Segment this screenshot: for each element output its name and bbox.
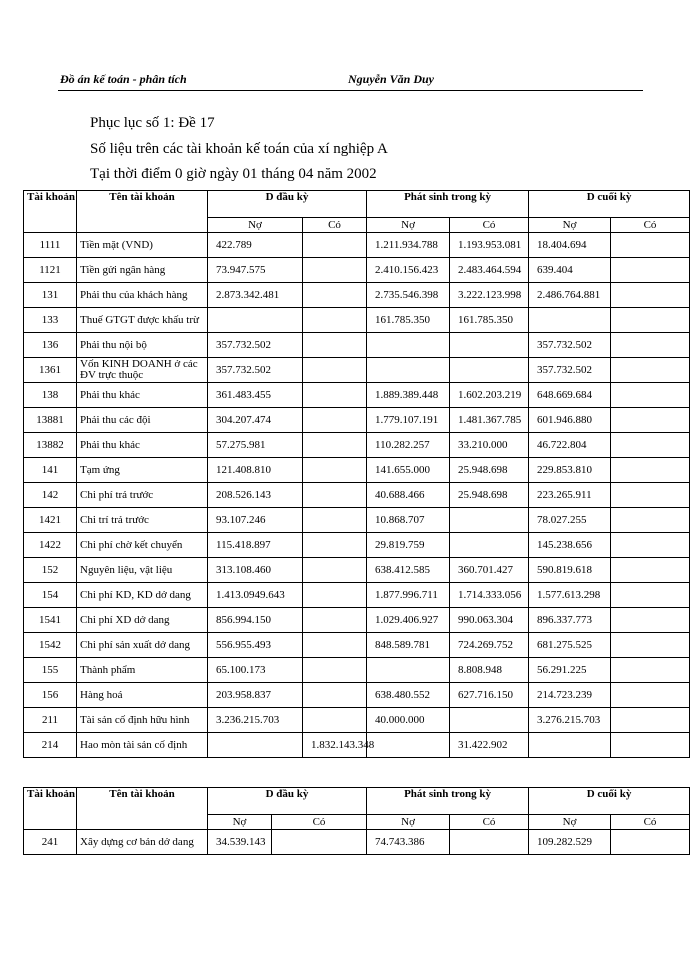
closing-credit xyxy=(611,533,690,558)
col-account-header: Tài khoản xyxy=(24,191,77,233)
opening-debit: 73.947.575 xyxy=(208,258,303,283)
account-name: Hao mòn tài sản cố định xyxy=(77,733,208,758)
period-debit: 1.029.406.927 xyxy=(367,608,450,633)
account-name: Chi phí trả trước xyxy=(77,483,208,508)
opening-debit: 93.107.246 xyxy=(208,508,303,533)
period-credit: 31.422.902 xyxy=(450,733,529,758)
table-row xyxy=(24,708,690,733)
account-code: 154 xyxy=(24,583,77,608)
table-row xyxy=(24,308,690,333)
account-code: 141 xyxy=(24,458,77,483)
closing-credit xyxy=(611,658,690,683)
col-opening-header: D đầu kỳ xyxy=(208,191,367,218)
closing-debit: 109.282.529 xyxy=(529,830,611,855)
col-account-header: Tài khoản xyxy=(24,788,77,830)
opening-credit-header: Có xyxy=(303,218,367,233)
table-row xyxy=(24,508,690,533)
account-code: 1542 xyxy=(24,633,77,658)
opening-debit: 65.100.173 xyxy=(208,658,303,683)
period-credit: 25.948.698 xyxy=(450,458,529,483)
opening-credit xyxy=(303,458,367,483)
table-row xyxy=(24,608,690,633)
opening-credit xyxy=(303,233,367,258)
closing-debit xyxy=(529,733,611,758)
closing-credit xyxy=(611,283,690,308)
closing-debit: 78.027.255 xyxy=(529,508,611,533)
account-code: 1121 xyxy=(24,258,77,283)
closing-credit xyxy=(611,633,690,658)
opening-credit xyxy=(303,533,367,558)
closing-debit: 590.819.618 xyxy=(529,558,611,583)
closing-credit xyxy=(611,433,690,458)
account-code: 13881 xyxy=(24,408,77,433)
account-name: Thuế GTGT được khấu trừ xyxy=(77,308,208,333)
account-code: 136 xyxy=(24,333,77,358)
header-author: Nguyễn Văn Duy xyxy=(348,72,435,86)
table-date: Tại thời điểm 0 giờ ngày 01 tháng 04 năm 2002 xyxy=(90,166,377,182)
page-header xyxy=(58,70,643,91)
opening-credit xyxy=(272,830,367,855)
account-name: Phải thu khác xyxy=(77,383,208,408)
period-credit-header: Có xyxy=(450,218,529,233)
appendix-title: Phục lục số 1: Đề 17 xyxy=(90,115,215,131)
closing-debit: 1.577.613.298 xyxy=(529,583,611,608)
account-code: 1361 xyxy=(24,358,77,383)
opening-debit: 357.732.502 xyxy=(208,358,303,383)
period-credit: 1.481.367.785 xyxy=(450,408,529,433)
period-debit: 1.877.996.711 xyxy=(367,583,450,608)
opening-credit xyxy=(303,508,367,533)
period-debit: 2.410.156.423 xyxy=(367,258,450,283)
closing-debit: 145.238.656 xyxy=(529,533,611,558)
opening-debit: 34.539.143 xyxy=(208,830,272,855)
account-name: Tạm ứng xyxy=(77,458,208,483)
table-row xyxy=(24,533,690,558)
period-debit xyxy=(367,358,450,383)
period-debit: 1.779.107.191 xyxy=(367,408,450,433)
period-credit: 25.948.698 xyxy=(450,483,529,508)
opening-debit: 361.483.455 xyxy=(208,383,303,408)
closing-debit: 601.946.880 xyxy=(529,408,611,433)
closing-debit: 357.732.502 xyxy=(529,358,611,383)
period-debit: 1.889.389.448 xyxy=(367,383,450,408)
closing-debit: 3.276.215.703 xyxy=(529,708,611,733)
account-name: Tiền mặt (VND) xyxy=(77,233,208,258)
opening-debit: 1.413.0949.643 xyxy=(208,583,303,608)
account-code: 1111 xyxy=(24,233,77,258)
opening-debit: 2.873.342.481 xyxy=(208,283,303,308)
period-credit: 1.714.333.056 xyxy=(450,583,529,608)
period-credit: 360.701.427 xyxy=(450,558,529,583)
account-name: Thành phẩm xyxy=(77,658,208,683)
table-row xyxy=(24,683,690,708)
opening-credit xyxy=(303,283,367,308)
opening-credit xyxy=(303,433,367,458)
closing-debit: 896.337.773 xyxy=(529,608,611,633)
period-credit xyxy=(450,708,529,733)
period-debit: 638.412.585 xyxy=(367,558,450,583)
opening-credit xyxy=(303,258,367,283)
table-row xyxy=(24,633,690,658)
opening-credit xyxy=(303,708,367,733)
opening-credit xyxy=(303,333,367,358)
opening-debit: 115.418.897 xyxy=(208,533,303,558)
account-code: 214 xyxy=(24,733,77,758)
account-code: 155 xyxy=(24,658,77,683)
period-credit: 161.785.350 xyxy=(450,308,529,333)
col-opening-header: D đầu kỳ xyxy=(208,788,367,815)
opening-debit-header: Nợ xyxy=(208,218,303,233)
col-closing-header: D cuối kỳ xyxy=(529,788,690,815)
opening-debit xyxy=(208,308,303,333)
closing-credit xyxy=(611,483,690,508)
closing-credit xyxy=(611,408,690,433)
col-name-header: Tên tài khoản xyxy=(77,788,208,830)
table-caption: Số liệu trên các tài khoản kế toán của xí nghiệp A xyxy=(90,141,388,157)
table-row xyxy=(24,483,690,508)
opening-debit: 422.789 xyxy=(208,233,303,258)
closing-credit xyxy=(611,558,690,583)
opening-credit xyxy=(303,308,367,333)
period-credit: 1.602.203.219 xyxy=(450,383,529,408)
period-debit: 10.868.707 xyxy=(367,508,450,533)
col-period-header: Phát sinh trong kỳ xyxy=(367,788,529,815)
closing-credit xyxy=(611,508,690,533)
account-code: 138 xyxy=(24,383,77,408)
closing-credit xyxy=(611,733,690,758)
table-row xyxy=(24,358,690,383)
accounts-table-continued xyxy=(23,787,690,855)
period-credit-header: Có xyxy=(450,815,529,830)
account-name: Chi trí trả trước xyxy=(77,508,208,533)
closing-credit xyxy=(611,233,690,258)
period-credit: 990.063.304 xyxy=(450,608,529,633)
account-code: 1421 xyxy=(24,508,77,533)
closing-debit: 681.275.525 xyxy=(529,633,611,658)
closing-debit: 357.732.502 xyxy=(529,333,611,358)
closing-debit: 639.404 xyxy=(529,258,611,283)
opening-credit xyxy=(303,683,367,708)
accounts-table-continued-body xyxy=(24,830,690,855)
opening-credit xyxy=(303,483,367,508)
account-name: Chi phí chờ kết chuyển xyxy=(77,533,208,558)
table-row xyxy=(24,583,690,608)
period-debit xyxy=(367,333,450,358)
period-credit xyxy=(450,358,529,383)
accounts-table-body xyxy=(24,233,690,758)
account-name: Tiền gửi ngân hàng xyxy=(77,258,208,283)
period-credit: 724.269.752 xyxy=(450,633,529,658)
opening-credit xyxy=(303,408,367,433)
accounts-table xyxy=(23,190,690,758)
period-credit: 2.483.464.594 xyxy=(450,258,529,283)
account-code: 133 xyxy=(24,308,77,333)
account-name: Xây dựng cơ bản dở dang xyxy=(77,830,208,855)
opening-credit-header: Có xyxy=(272,815,367,830)
period-credit: 1.193.953.081 xyxy=(450,233,529,258)
table-row xyxy=(24,830,690,855)
period-debit: 141.655.000 xyxy=(367,458,450,483)
account-name: Vốn KINH DOANH ở các ĐV trực thuộc xyxy=(77,358,208,383)
period-debit: 161.785.350 xyxy=(367,308,450,333)
opening-credit xyxy=(303,358,367,383)
opening-debit: 203.958.837 xyxy=(208,683,303,708)
opening-debit: 304.207.474 xyxy=(208,408,303,433)
account-code: 1422 xyxy=(24,533,77,558)
account-name: Nguyên liệu, vật liệu xyxy=(77,558,208,583)
opening-credit xyxy=(303,558,367,583)
table-row xyxy=(24,733,690,758)
closing-debit: 214.723.239 xyxy=(529,683,611,708)
closing-debit: 223.265.911 xyxy=(529,483,611,508)
account-code: 211 xyxy=(24,708,77,733)
period-credit xyxy=(450,333,529,358)
period-debit xyxy=(367,733,450,758)
account-code: 1541 xyxy=(24,608,77,633)
period-debit: 638.480.552 xyxy=(367,683,450,708)
account-name: Phải thu các đội xyxy=(77,408,208,433)
period-debit: 848.589.781 xyxy=(367,633,450,658)
closing-credit xyxy=(611,333,690,358)
table-row xyxy=(24,333,690,358)
closing-credit-header: Có xyxy=(611,815,690,830)
closing-credit xyxy=(611,308,690,333)
table-row xyxy=(24,233,690,258)
opening-debit: 57.275.981 xyxy=(208,433,303,458)
account-code: 13882 xyxy=(24,433,77,458)
account-code: 156 xyxy=(24,683,77,708)
opening-debit-header: Nợ xyxy=(208,815,272,830)
period-debit: 74.743.386 xyxy=(367,830,450,855)
period-credit xyxy=(450,508,529,533)
opening-debit: 556.955.493 xyxy=(208,633,303,658)
closing-credit xyxy=(611,383,690,408)
account-name: Hàng hoá xyxy=(77,683,208,708)
account-name: Tài sản cố định hữu hình xyxy=(77,708,208,733)
closing-debit: 56.291.225 xyxy=(529,658,611,683)
table-row xyxy=(24,408,690,433)
closing-debit-header: Nợ xyxy=(529,815,611,830)
opening-credit xyxy=(303,633,367,658)
period-debit-header: Nợ xyxy=(367,218,450,233)
opening-debit: 313.108.460 xyxy=(208,558,303,583)
opening-credit xyxy=(303,658,367,683)
closing-credit xyxy=(611,830,690,855)
table-row xyxy=(24,433,690,458)
period-debit-header: Nợ xyxy=(367,815,450,830)
closing-debit: 229.853.810 xyxy=(529,458,611,483)
closing-credit xyxy=(611,458,690,483)
closing-debit: 2.486.764.881 xyxy=(529,283,611,308)
opening-credit: 1.832.143.348 xyxy=(303,733,367,758)
opening-credit xyxy=(303,608,367,633)
table-row xyxy=(24,383,690,408)
account-name: Chi phí sản xuất dở dang xyxy=(77,633,208,658)
closing-debit: 648.669.684 xyxy=(529,383,611,408)
col-name-header: Tên tài khoản xyxy=(77,191,208,233)
account-code: 241 xyxy=(24,830,77,855)
closing-credit xyxy=(611,358,690,383)
table-row xyxy=(24,258,690,283)
account-code: 142 xyxy=(24,483,77,508)
closing-credit xyxy=(611,258,690,283)
account-name: Phải thu của khách hàng xyxy=(77,283,208,308)
account-code: 152 xyxy=(24,558,77,583)
period-debit: 29.819.759 xyxy=(367,533,450,558)
period-credit: 8.808.948 xyxy=(450,658,529,683)
period-debit: 40.688.466 xyxy=(367,483,450,508)
period-debit: 2.735.546.398 xyxy=(367,283,450,308)
closing-credit xyxy=(611,683,690,708)
account-name: Chi phí KD, KD dở dang xyxy=(77,583,208,608)
opening-debit: 357.732.502 xyxy=(208,333,303,358)
closing-debit: 18.404.694 xyxy=(529,233,611,258)
closing-credit-header: Có xyxy=(611,218,690,233)
closing-debit-header: Nợ xyxy=(529,218,611,233)
closing-credit xyxy=(611,608,690,633)
opening-debit: 208.526.143 xyxy=(208,483,303,508)
table-row xyxy=(24,458,690,483)
period-credit xyxy=(450,830,529,855)
table-row xyxy=(24,558,690,583)
period-debit: 110.282.257 xyxy=(367,433,450,458)
closing-credit xyxy=(611,583,690,608)
opening-debit: 856.994.150 xyxy=(208,608,303,633)
closing-debit: 46.722.804 xyxy=(529,433,611,458)
period-credit: 3.222.123.998 xyxy=(450,283,529,308)
period-credit: 33.210.000 xyxy=(450,433,529,458)
account-name: Phải thu nội bộ xyxy=(77,333,208,358)
table-row xyxy=(24,658,690,683)
period-debit: 40.000.000 xyxy=(367,708,450,733)
period-debit: 1.211.934.788 xyxy=(367,233,450,258)
table-row xyxy=(24,283,690,308)
header-left-text: Đồ án kế toán - phân tích xyxy=(60,72,187,86)
account-name: Phải thu khác xyxy=(77,433,208,458)
closing-debit xyxy=(529,308,611,333)
opening-debit: 121.408.810 xyxy=(208,458,303,483)
account-code: 131 xyxy=(24,283,77,308)
col-closing-header: D cuối kỳ xyxy=(529,191,690,218)
opening-debit: 3.236.215.703 xyxy=(208,708,303,733)
opening-debit xyxy=(208,733,303,758)
period-debit xyxy=(367,658,450,683)
opening-credit xyxy=(303,383,367,408)
account-name: Chi phí XD dở dang xyxy=(77,608,208,633)
period-credit: 627.716.150 xyxy=(450,683,529,708)
period-credit xyxy=(450,533,529,558)
opening-credit xyxy=(303,583,367,608)
closing-credit xyxy=(611,708,690,733)
col-period-header: Phát sinh trong kỳ xyxy=(367,191,529,218)
